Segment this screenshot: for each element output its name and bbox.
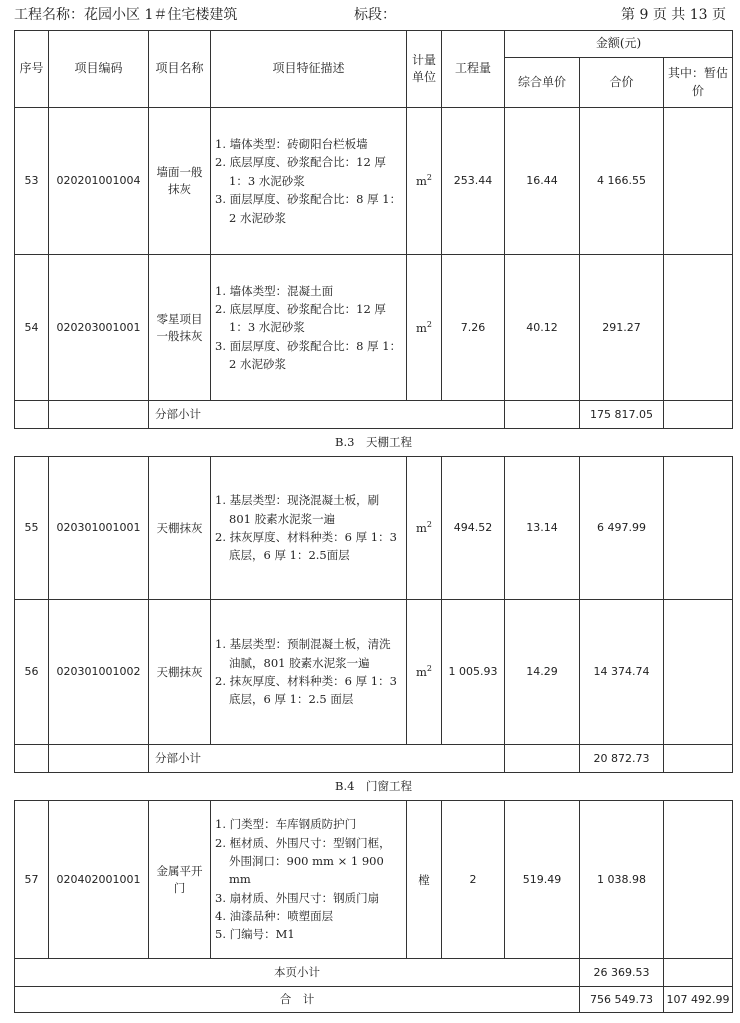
row-desc xyxy=(211,108,407,255)
row-estimate xyxy=(664,457,733,600)
subtotal-label: 分部小计 xyxy=(149,745,505,773)
row-unit-price: 16.44 xyxy=(505,108,580,255)
table-row xyxy=(15,801,733,959)
row-estimate xyxy=(664,255,733,401)
row-unit-price: 40.12 xyxy=(505,255,580,401)
desc-line: 2. 底层厚度、砂浆配合比：12 厚 1：3 水泥砂浆 xyxy=(215,155,386,188)
row-name: 金属平开门 xyxy=(149,801,211,959)
row-estimate xyxy=(664,801,733,959)
row-total: 291.27 xyxy=(580,255,664,401)
subtotal-row xyxy=(15,745,733,773)
row-name: 天棚抹灰 xyxy=(149,457,211,600)
col-unit: 计量单位 xyxy=(407,31,442,108)
row-unit-price: 519.49 xyxy=(505,801,580,959)
row-unit: $m^2$ xyxy=(407,255,442,401)
row-qty: 2 xyxy=(442,801,505,959)
subtotal-value: 175 817.05 xyxy=(580,401,664,429)
col-desc: 项目特征描述 xyxy=(211,31,407,108)
project-name: 工程名称：花园小区 1＃住宅楼建筑 xyxy=(14,7,238,23)
row-qty: 7.26 xyxy=(442,255,505,401)
row-code: 020301001002 xyxy=(49,600,149,745)
col-amount: 金额(元) xyxy=(505,31,733,58)
row-qty: 253.44 xyxy=(442,108,505,255)
row-estimate xyxy=(664,108,733,255)
page-subtotal-value: 26 369.53 xyxy=(580,959,664,987)
row-desc xyxy=(211,801,407,959)
row-desc xyxy=(211,255,407,401)
desc-line: 1. 门类型：车库钢质防护门 xyxy=(215,817,357,832)
table-row xyxy=(15,255,733,401)
desc-line: 1. 墙体类型：混凝土面 xyxy=(215,283,334,298)
page-header xyxy=(14,4,726,26)
row-code: 020203001001 xyxy=(49,255,149,401)
grand-total-label: 合 计 xyxy=(15,987,580,1013)
row-name: 墙面一般抹灰 xyxy=(149,108,211,255)
desc-line: 2. 框材质、外围尺寸：型钢门框，外围洞口：900 mm × 1 900 mm xyxy=(215,835,391,887)
desc-line: 4. 油漆品种：喷塑面层 xyxy=(215,909,334,924)
subtotal-row xyxy=(15,401,733,429)
row-qty: 1 005.93 xyxy=(442,600,505,745)
row-unit: $m^2$ xyxy=(407,108,442,255)
desc-line: 5. 门编号：M1 xyxy=(215,927,295,942)
col-unit-price: 综合单价 xyxy=(505,58,580,108)
row-desc xyxy=(211,457,407,600)
row-name: 零星项目一般抹灰 xyxy=(149,255,211,401)
table-row xyxy=(15,457,733,600)
desc-line: 1. 基层类型：预制混凝土板，清洗油腻，801 胶素水泥浆一遍 xyxy=(215,637,391,670)
row-seq: 57 xyxy=(15,801,49,959)
bill-table xyxy=(14,30,733,1013)
row-name: 天棚抹灰 xyxy=(149,600,211,745)
desc-line: 3. 面层厚度、砂浆配合比：8 厚 1：2 水泥砂浆 xyxy=(215,338,402,372)
row-total: 1 038.98 xyxy=(580,801,664,959)
desc-line: 2. 抹灰厚度、材料种类：6 厚 1：3 底层，6 厚 1：2.5 面层 xyxy=(215,674,397,707)
section-label: 标段： xyxy=(354,7,396,23)
row-unit: $m^2$ xyxy=(407,600,442,745)
desc-line: 1. 基层类型：现浇混凝土板，刷 801 胶素水泥浆一遍 xyxy=(215,493,380,526)
desc-line: 3. 扇材质、外围尺寸：钢质门扇 xyxy=(215,890,380,905)
row-code: 020301001001 xyxy=(49,457,149,600)
page-number: 第 9 页 共 13 页 xyxy=(621,7,726,23)
row-code: 020402001001 xyxy=(49,801,149,959)
desc-line: 1. 墙体类型：砖砌阳台栏板墙 xyxy=(215,137,368,152)
grand-total-value: 756 549.73 xyxy=(580,987,664,1013)
row-code: 020201001004 xyxy=(49,108,149,255)
desc-line: 2. 抹灰厚度、材料种类：6 厚 1：3底层，6 厚 1：2.5面层 xyxy=(215,530,397,563)
section-row xyxy=(15,773,733,801)
row-unit-price: 13.14 xyxy=(505,457,580,600)
subtotal-value: 20 872.73 xyxy=(580,745,664,773)
table-row xyxy=(15,600,733,745)
section-title: B.3 天棚工程 xyxy=(15,429,733,457)
section-title: B.4 门窗工程 xyxy=(15,773,733,801)
row-unit-price: 14.29 xyxy=(505,600,580,745)
table-row xyxy=(15,108,733,255)
section-row xyxy=(15,429,733,457)
col-name: 项目名称 xyxy=(149,31,211,108)
row-unit: 樘 xyxy=(407,801,442,959)
page-subtotal-row xyxy=(15,959,733,987)
row-seq: 53 xyxy=(15,108,49,255)
row-unit: $m^2$ xyxy=(407,457,442,600)
col-estimate: 其中：暂估价 xyxy=(664,58,733,108)
subtotal-label: 分部小计 xyxy=(149,401,505,429)
col-total: 合价 xyxy=(580,58,664,108)
row-seq: 55 xyxy=(15,457,49,600)
row-total: 14 374.74 xyxy=(580,600,664,745)
grand-total-row xyxy=(15,987,733,1013)
page-subtotal-label: 本页小计 xyxy=(15,959,580,987)
row-total: 6 497.99 xyxy=(580,457,664,600)
desc-line: 3. 面层厚度、砂浆配合比：8 厚 1：2 水泥砂浆 xyxy=(215,192,402,225)
row-desc xyxy=(211,600,407,745)
row-total: 4 166.55 xyxy=(580,108,664,255)
col-seq: 序号 xyxy=(15,31,49,108)
row-qty: 494.52 xyxy=(442,457,505,600)
row-estimate xyxy=(664,600,733,745)
row-seq: 56 xyxy=(15,600,49,745)
desc-line: 2. 底层厚度、砂浆配合比：12 厚 1：3 水泥砂浆 xyxy=(215,301,386,335)
col-qty: 工程量 xyxy=(442,31,505,108)
row-seq: 54 xyxy=(15,255,49,401)
col-code: 项目编码 xyxy=(49,31,149,108)
grand-total-estimate: 107 492.99 xyxy=(664,987,733,1013)
